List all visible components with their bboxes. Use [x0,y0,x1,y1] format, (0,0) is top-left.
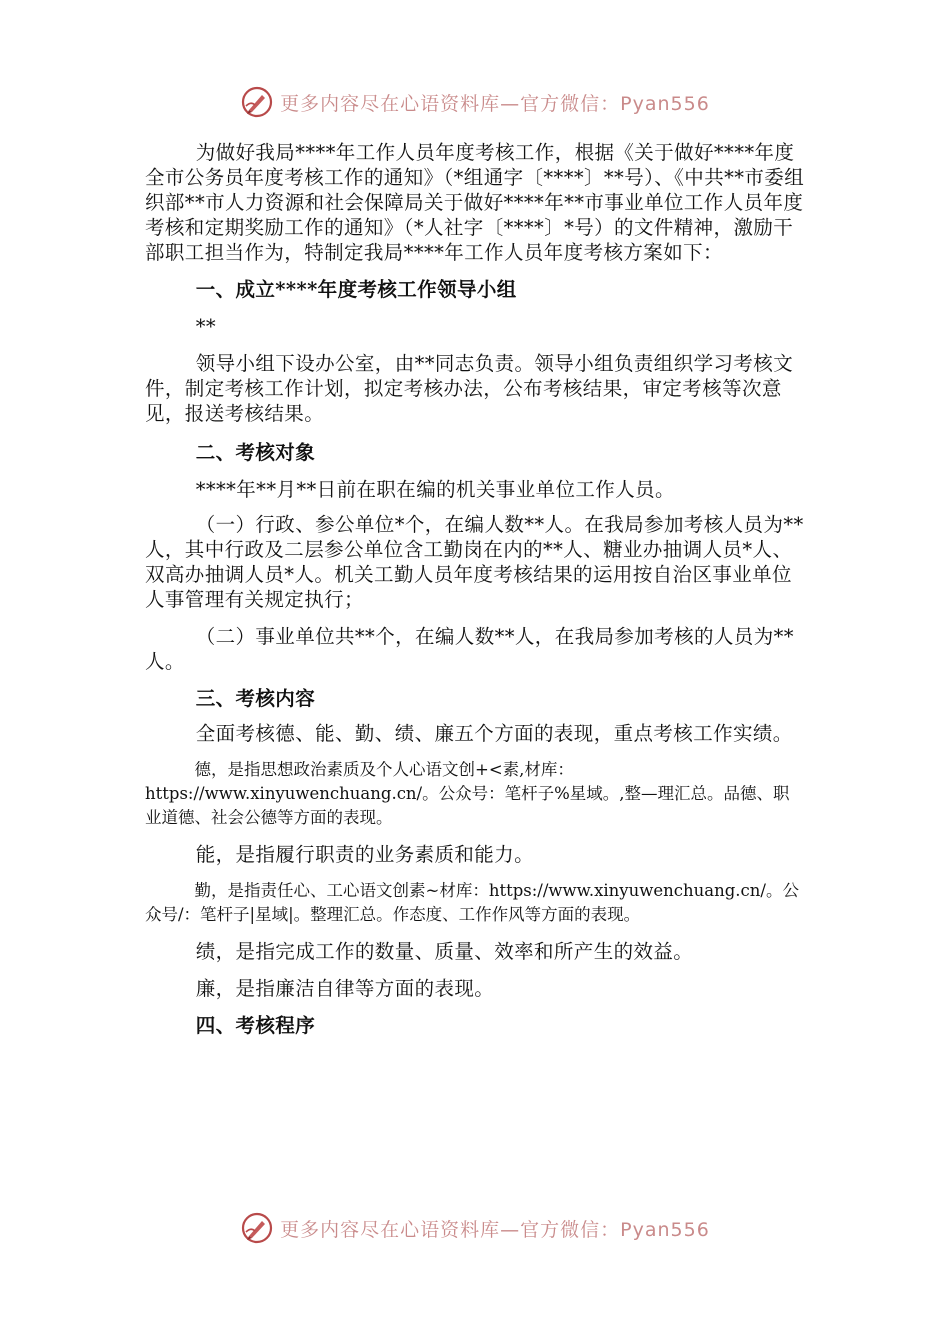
paragraph-ji: 绩，是指完成工作的数量、质量、效率和所产生的效益。 [195,940,694,963]
pen-nib-icon [240,1211,274,1245]
intro-paragraph: 为做好我局****年工作人员年度考核工作，根据《关于做好****年度全市公务员年度考核工作的通知》（*组通字〔****〕**号）、《中共**市委组织部**市人力资源和社会保障局关于做好****年**市事业单位工作人员年度考核和定期奖励工作的通知》（*人社字〔****〕*号）的文件精神，激励干部职工担当作为，特制定我局****年工作人员年度考核方案如下： [145,141,805,264]
paragraph-de: 德，是指思想政治素质及个人心语文创+<素,材库：https://www.xinyuwenchuang.cn/。公众号：笔杆子%星域。,整—理汇总。品德、职业道德、社会公德等方面的表现。 [145,760,790,827]
banner-text: 更多内容尽在心语资料库—官方微信：Pyan556 [280,92,710,115]
paragraph-target: ****年**月**日前在职在编的机关事业单位工作人员。 [195,478,675,501]
section-heading-2: 二、考核对象 [195,441,316,464]
section-heading-4: 四、考核程序 [195,1014,316,1037]
paragraph-office: 领导小组下设办公室，由**同志负责。领导小组负责组织学习考核文件，制定考核工作计划，拟定考核办法，公布考核结果，审定考核等次意见，报送考核结果。 [145,352,794,425]
section-heading-1: 一、成立****年度考核工作领导小组 [195,278,517,301]
paragraph-admin-units: （一）行政、参公单位*个，在编人数**人。在我局参加考核人员为**人，其中行政及二层参公单位含工勤岗在内的**人、糖业办抽调人员*人、双高办抽调人员*人。机关工勤人员年度考核结果的运用按自治区事业单位人事管理有关规定执行； [145,513,804,611]
section-heading-3: 三、考核内容 [195,687,316,710]
header-watermark-banner [0,82,950,122]
paragraph-institutions: （二）事业单位共**个，在编人数**人，在我局参加考核的人员为**人。 [145,625,794,673]
paragraph-content: 全面考核德、能、勤、绩、廉五个方面的表现，重点考核工作实绩。 [195,722,793,745]
paragraph-lian: 廉，是指廉洁自律等方面的表现。 [195,977,495,1000]
paragraph-neng: 能，是指履行职责的业务素质和能力。 [195,843,534,866]
paragraph-qin: 勤，是指责任心、工心语文创素~材库：https://www.xinyuwenchuang.cn/。公众号/：笔杆子|星域|。整理汇总。作态度、工作作风等方面的表现。 [145,881,799,924]
document-body [145,140,805,1038]
banner-text: 更多内容尽在心语资料库—官方微信：Pyan556 [280,1218,710,1241]
pen-nib-icon [240,85,274,119]
footer-watermark-banner [0,1208,950,1248]
paragraph-stars: ** [195,315,216,338]
